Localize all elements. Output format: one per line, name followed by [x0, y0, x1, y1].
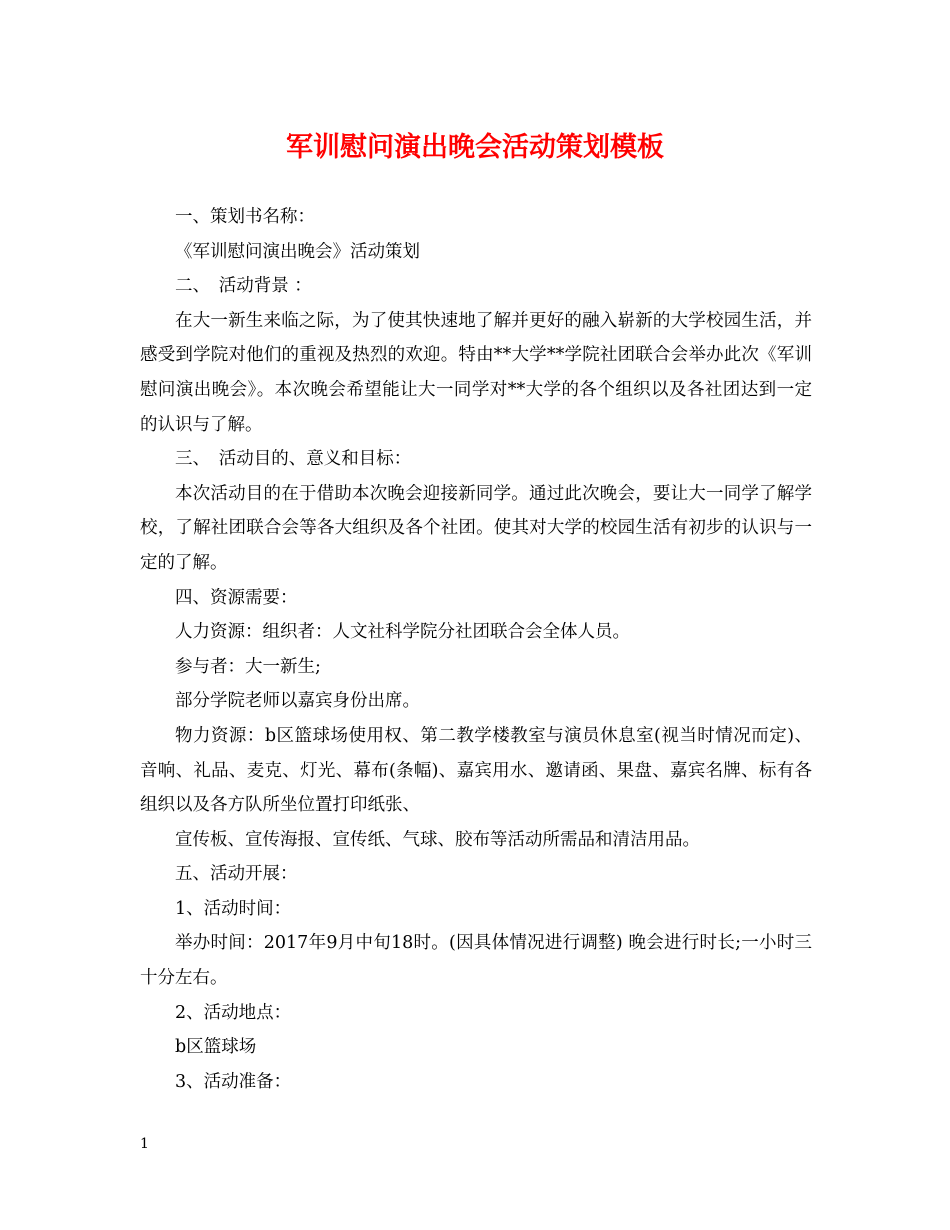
heading-plan-name: 一、策划书名称： [175, 207, 315, 227]
participants-text: 参与者：大一新生; [175, 656, 321, 677]
heading-activity-preparation: 3、活动准备： [175, 1071, 292, 1092]
document-title: 军训慰问演出晚会活动策划模板 [286, 132, 664, 163]
heading-activity-location: 2、活动地点： [175, 1002, 292, 1023]
background-text: 在大一新生来临之际，为了使其快速地了解并更好的融入崭新的大学校园生活，并感受到学院对他们的重视及热烈的欢迎。特由**大学**学院社团联合会举办此次《军训慰问演出晚会》。本次晚会希望能让大一同学对**大学的各个组织以及各社团达到一定的认识与了解。 [140, 310, 812, 435]
plan-name-text: 《军训慰问演出晚会》活动策划 [175, 241, 420, 262]
document-body [140, 200, 812, 1099]
heading-activity-time: 1、活动时间： [175, 898, 292, 919]
heading-activity: 五、活动开展： [175, 864, 298, 885]
page-number: 1 [140, 1136, 149, 1152]
activity-location-text: b区篮球场 [175, 1037, 257, 1058]
heading-background: 二、 活动背景 ： [175, 276, 312, 297]
human-resources-text: 人力资源：组织者：人文社科学院分社团联合会全体人员。 [175, 622, 630, 643]
activity-time-text: 举办时间：2017年9月中旬18时。(因具体情况进行调整) 晚会进行时长;一小时三十分左右。 [140, 933, 812, 989]
heading-resources: 四、资源需要： [175, 587, 298, 608]
teachers-text: 部分学院老师以嘉宾身份出席。 [175, 691, 420, 712]
heading-purpose: 三、 活动目的、意义和目标： [175, 449, 412, 470]
purpose-text: 本次活动目的在于借助本次晚会迎接新同学。通过此次晚会，要让大一同学了解学校，了解社团联合会等各大组织及各个社团。使其对大学的校园生活有初步的认识与一定的了解。 [140, 483, 812, 573]
promotion-materials-text: 宣传板、宣传海报、宣传纸、气球、胶布等活动所需品和清洁用品。 [175, 829, 700, 850]
material-resources-text: 物力资源：b区篮球场使用权、第二教学楼教室与演员休息室(视当时情况而定)、音响、礼品、麦克、灯光、幕布(条幅)、嘉宾用水、邀请函、果盘、嘉宾名牌、标有各组织以及各方队所坐位置打印纸张、 [140, 725, 812, 816]
